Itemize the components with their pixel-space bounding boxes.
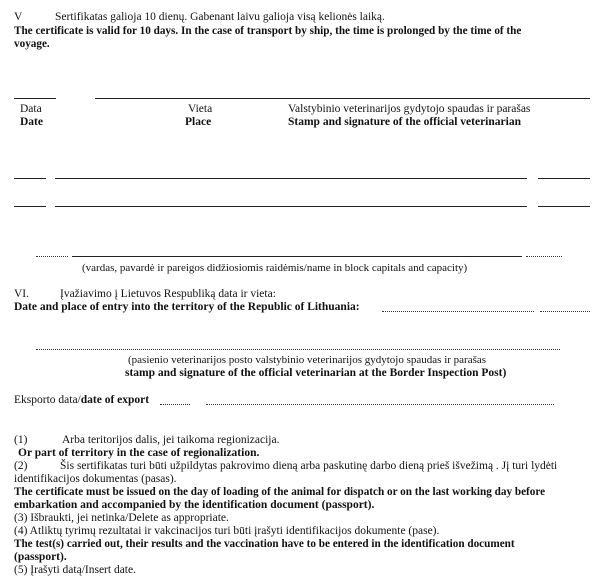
section-v-en-line1: The certificate is valid for 10 days. In the case of transport by ship, the time is prolonged by the time of the <box>14 25 522 37</box>
export-date-label: Eksporto data/date of export <box>14 394 150 406</box>
signature-rule <box>538 206 590 207</box>
name-dotted-line <box>526 256 562 257</box>
note-1-number: (1) <box>14 434 28 446</box>
border-stamp-line <box>36 349 560 350</box>
note-5: (5) Įrašyti datą/Insert date. <box>14 564 136 576</box>
signature-rule <box>55 206 527 207</box>
signature-rule <box>14 178 46 179</box>
note-4-en-line2: (passport). <box>14 551 67 563</box>
section-v-lt-text: Sertifikatas galioja 10 dienų. Gabenant laivu galioja visą kelionės laiką. <box>55 11 385 23</box>
name-line <box>72 256 522 257</box>
entry-label-en: Date and place of entry into the territory of the Republic of Lithuania: <box>14 301 360 313</box>
note-2-en-line1: The certificate must be issued on the day of loading of the animal for dispatch or on the last working day before <box>14 486 546 498</box>
date-label-lt: Data <box>20 103 42 115</box>
place-label-lt: Vieta <box>188 103 213 115</box>
entry-date-place-field <box>540 311 590 312</box>
section-v-numeral: V <box>14 11 23 23</box>
header-rule <box>14 98 56 99</box>
section-vi-lt-text: Įvažiavimo į Lietuvos Respubliką data ir vieta: <box>60 288 276 300</box>
section-v-en-line2: voyage. <box>14 38 50 50</box>
note-4-en-line1: The test(s) carried out, their results and the vaccination have to be entered in the identification document <box>14 538 515 550</box>
note-2-lt-line1: Šis sertifikatas turi būti užpildytas pakrovimo dieną arba paskutinę darbo dieną prieš išvežimą . Jį turi lydėti <box>60 460 558 472</box>
place-label-en: Place <box>185 116 212 128</box>
note-4-lt: (4) Atliktų tyrimų rezultatai ir vakcinacijos turi būti įrašyti identifikacijos dokumente (pase). <box>14 525 440 537</box>
signature-rule <box>14 206 46 207</box>
note-2-lt-line2: identifikacijos dokumentas (pasas). <box>14 473 177 485</box>
signature-rule <box>55 178 527 179</box>
export-date-field <box>160 404 190 405</box>
note-2-en-line2: embarkation and accompanied by the identification document (passport). <box>14 499 375 511</box>
name-dotted-line <box>36 256 68 257</box>
export-date-field <box>206 404 554 405</box>
date-label-en: Date <box>20 116 43 128</box>
border-caption-lt: (pasienio veterinarijos posto valstybinio veterinarijos gydytojo spaudas ir parašas <box>128 354 487 366</box>
stamp-label-en: Stamp and signature of the official veterinarian <box>288 116 521 128</box>
note-1-lt: Arba teritorijos dalis, jei taikoma regionizacija. <box>62 434 280 446</box>
border-caption-en: stamp and signature of the official veterinarian at the Border Inspection Post) <box>125 367 507 379</box>
note-2-number: (2) <box>14 460 28 472</box>
note-3: (3) Išbraukti, jei netinka/Delete as appropriate. <box>14 512 229 524</box>
stamp-label-lt: Valstybinio veterinarijos gydytojo spaudas ir parašas <box>288 103 531 115</box>
name-caption: (vardas, pavardė ir pareigos didžiosiomis raidėmis/name in block capitals and capacity) <box>82 262 468 274</box>
entry-date-place-field <box>382 311 534 312</box>
header-rule <box>95 98 590 99</box>
section-vi-numeral: VI. <box>14 288 30 300</box>
signature-rule <box>538 178 590 179</box>
note-1-en: Or part of territory in the case of regionalization. <box>18 447 260 459</box>
